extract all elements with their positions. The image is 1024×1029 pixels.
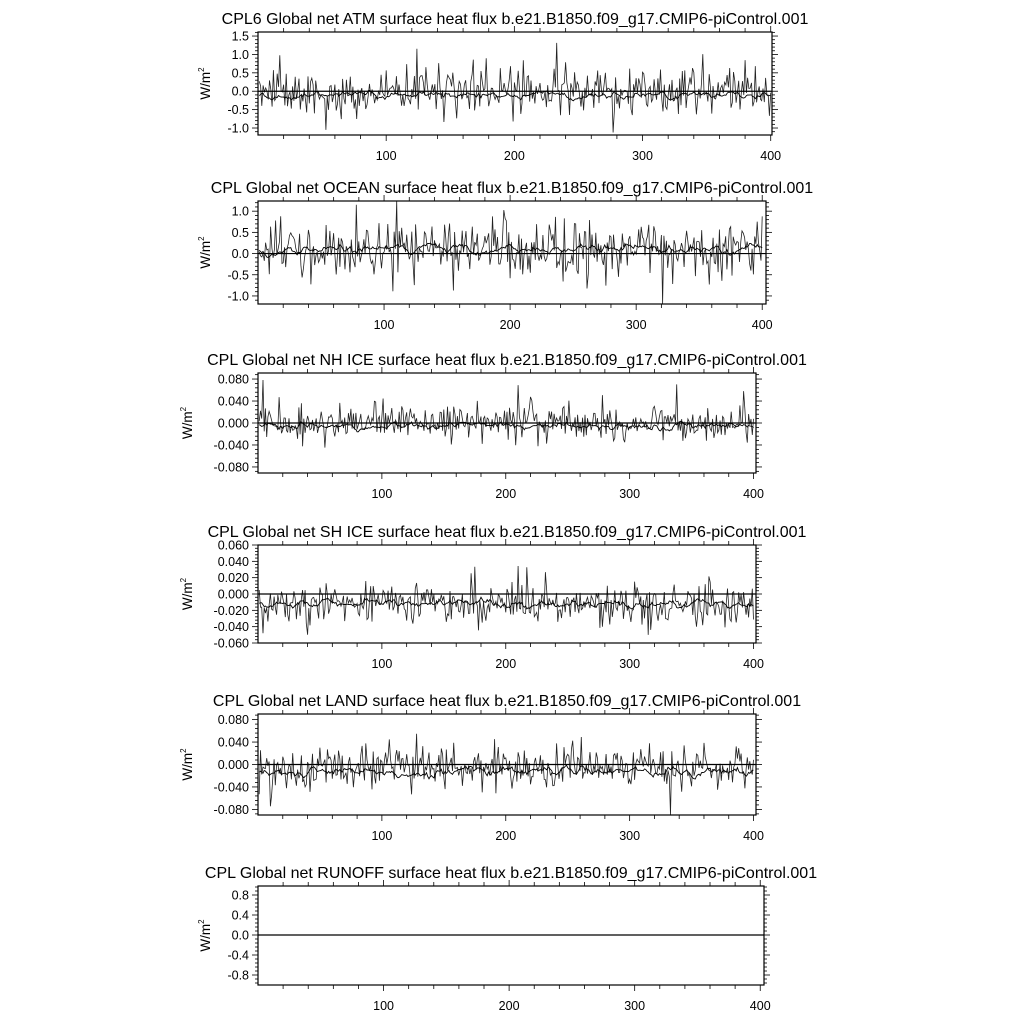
y-tick-label: -0.080: [213, 802, 249, 817]
x-tick-label: 400: [749, 999, 771, 1013]
panel-title: CPL Global net SH ICE surface heat flux b.e21.B1850.f09_g17.CMIP6-piControl.001: [207, 524, 807, 541]
y-axis-label: [179, 748, 195, 781]
x-tick-label: 400: [743, 829, 764, 843]
y-tick-label: -0.080: [213, 460, 249, 475]
y-tick-label: -0.040: [213, 438, 249, 453]
y-tick-label: 0.0: [231, 84, 249, 99]
y-tick-label: 1.0: [231, 47, 249, 62]
x-tick-label: 100: [371, 657, 393, 671]
plot-frame: [258, 32, 772, 135]
x-tick-label: 300: [632, 149, 653, 163]
x-tick-label: 400: [743, 487, 764, 501]
panel-5: [179, 693, 801, 843]
x-tick-label: 400: [751, 318, 773, 332]
y-axis-label: [179, 577, 195, 610]
series-line-annual: [259, 201, 762, 304]
series-line-annual: [259, 43, 770, 133]
y-axis-label-text: W/m: [180, 411, 195, 440]
y-tick-label: 0.080: [217, 713, 249, 728]
y-tick-label: 0.020: [217, 571, 249, 586]
series-line-annual: [259, 380, 753, 448]
x-tick-label: 100: [371, 829, 393, 843]
y-axis-label-text: W/m: [198, 71, 213, 100]
panel-title: CPL6 Global net ATM surface heat flux b.e21.B1850.f09_g17.CMIP6-piControl.001: [221, 11, 809, 28]
y-tick-label: 0.000: [217, 587, 249, 602]
y-tick-label: 1.0: [231, 204, 249, 219]
y-tick-label: -1.0: [227, 289, 249, 304]
y-tick-label: -0.5: [227, 268, 249, 283]
panel-1: [197, 11, 808, 163]
y-tick-label: 0.0: [231, 247, 249, 262]
y-axis-label-text: W/m: [180, 752, 195, 781]
y-tick-label: 0.080: [217, 372, 249, 387]
x-tick-label: 200: [495, 829, 517, 843]
x-tick-label: 300: [619, 829, 641, 843]
series-line-annual: [259, 734, 753, 815]
panel-title: CPL Global net OCEAN surface heat flux b.e21.B1850.f09_g17.CMIP6-piControl.001: [210, 180, 814, 197]
y-tick-label: -0.060: [213, 636, 249, 651]
y-axis-label-text: W/m: [180, 582, 195, 611]
y-axis-label-superscript: 2: [179, 406, 188, 412]
x-tick-label: 100: [373, 318, 395, 332]
x-tick-label: 100: [371, 487, 393, 501]
x-tick-label: 200: [498, 999, 520, 1013]
y-axis-label-text: W/m: [198, 240, 213, 269]
y-tick-label: -0.4: [227, 948, 249, 963]
x-tick-label: 300: [619, 657, 641, 671]
x-tick-label: 100: [373, 999, 394, 1013]
y-tick-label: -0.8: [227, 968, 249, 983]
y-tick-label: -0.020: [213, 603, 249, 618]
y-tick-label: -0.040: [213, 780, 249, 795]
x-tick-label: 200: [499, 318, 521, 332]
x-tick-label: 100: [375, 149, 397, 163]
x-tick-label: 300: [619, 487, 641, 501]
y-axis-label-superscript: 2: [179, 577, 188, 583]
y-tick-label: 0.5: [231, 225, 249, 240]
y-axis-label: [197, 67, 213, 100]
y-axis-label-superscript: 2: [197, 919, 206, 924]
y-tick-label: -0.5: [227, 103, 249, 118]
panel-3: [179, 352, 807, 501]
panel-title: CPL Global net RUNOFF surface heat flux b.e21.B1850.f09_g17.CMIP6-piControl.001: [204, 865, 818, 882]
x-tick-label: 200: [495, 657, 517, 671]
panel-2: [197, 180, 813, 332]
y-axis-label: [197, 236, 213, 269]
y-axis-label-superscript: 2: [197, 67, 206, 72]
y-axis-label-superscript: 2: [197, 236, 206, 241]
y-tick-label: -0.040: [213, 620, 249, 635]
x-tick-label: 300: [625, 318, 647, 332]
y-tick-label: 0.4: [231, 908, 249, 923]
x-tick-label: 300: [624, 999, 646, 1013]
y-tick-label: 0.060: [217, 538, 249, 553]
y-tick-label: 0.5: [231, 66, 249, 81]
y-tick-label: -1.0: [227, 121, 249, 136]
y-tick-label: 0.040: [217, 394, 249, 409]
y-tick-label: 0.040: [217, 735, 249, 750]
y-tick-label: 0.000: [217, 416, 249, 431]
x-tick-label: 400: [743, 657, 764, 671]
x-tick-label: 400: [760, 149, 782, 163]
panel-title: CPL Global net NH ICE surface heat flux b.e21.B1850.f09_g17.CMIP6-piControl.001: [207, 352, 807, 369]
y-axis-label: [197, 919, 213, 952]
y-axis-label-text: W/m: [198, 923, 213, 952]
panel-4: [179, 524, 807, 671]
y-axis-label-superscript: 2: [179, 748, 188, 753]
x-tick-label: 200: [495, 487, 517, 501]
panel-6: [197, 865, 817, 1013]
y-tick-label: 0.040: [217, 554, 249, 569]
panel-title: CPL Global net LAND surface heat flux b.e21.B1850.f09_g17.CMIP6-piControl.001: [212, 693, 802, 710]
x-tick-label: 200: [503, 149, 525, 163]
series-line-annual: [259, 566, 753, 635]
y-tick-label: 0.8: [231, 888, 249, 903]
y-tick-label: 0.0: [231, 928, 249, 943]
y-tick-label: 1.5: [231, 29, 249, 44]
y-axis-label: [179, 406, 195, 439]
y-tick-label: 0.000: [217, 758, 249, 772]
